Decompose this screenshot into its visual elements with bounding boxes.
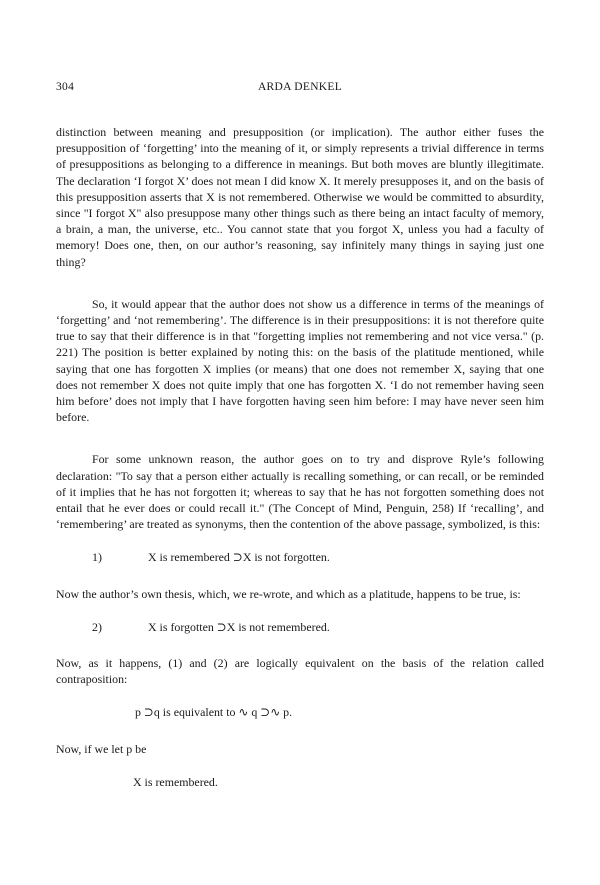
- paragraph-5: Now, as it happens, (1) and (2) are logically equivalent on the basis of the relation called contraposition:: [56, 656, 544, 687]
- formula-2-text: X is forgotten ⊃X is not remembered.: [148, 619, 330, 634]
- page-number: 304: [56, 81, 75, 93]
- paragraph-3: For some unknown reason, the author goes on to try and disprove Ryle’s following declaration: "To say that a person either actually is recalling something, or can recall, or be reminded of it implies that he has not forgotten it; whereas to say that he has not forgotten something does not entail that he ever does or could recall it." (The Concept of Mind, Penguin, 258) If ‘recalling’, and ‘remembering’ are treated as synonyms, then the contention of the above passage, symbolized, is this:: [56, 452, 544, 532]
- formula-contraposition: p ⊃q is equivalent to ∿ q ⊃∿ p.: [135, 705, 293, 720]
- formula-4: X is remembered.: [133, 774, 218, 789]
- page-body: [56, 124, 544, 790]
- running-head: ARDA DENKEL: [257, 81, 343, 93]
- formula-2-number: 2): [92, 619, 102, 634]
- formula-1: [56, 549, 544, 565]
- paragraph-2: So, it would appear that the author does not show us a difference in terms of the meanings of ‘forgetting’ and ‘not remembering’. The difference is in their presuppositions: it is not therefore quite true to say that their difference is in that "forgetting implies not remembering and not vice versa." (p. 221) The position is better explained by noting this: on the basis of the platitude mentioned, while saying that one has forgotten X implies (or means) that one does not remember X, saying that one does not remember X does not quite imply that one has forgotten X. ‘I do not remember having seen him before’ does not imply that I have forgotten having seen him before: I may have never seen him before.: [56, 296, 544, 425]
- page-header: [56, 81, 544, 97]
- formula-2: [56, 619, 544, 635]
- formula-1-number: 1): [92, 550, 102, 565]
- paragraph-1: distinction between meaning and presupposition (or implication). The author either fuses the presupposition of ‘forgetting’ into the meaning of it, or simply represents a trivial difference in terms of presuppositions as belonging to a difference in meanings. But both moves are bluntly illegitimate. The declaration ‘I forgot X’ does not mean I did know X. It merely presupposes it, and on the basis of this presupposition asserts that X is not remembered. Otherwise we would be committed to absurdity, since "I forgot X" also presuppose many other things such as there being an intact faculty of memory, a brain, a man, the universe, etc.. You cannot state that you forgot X, unless you had a faculty of memory! Does one, then, on our author’s reasoning, say infinitely many things in saying just one thing?: [56, 125, 544, 269]
- paragraph-4: Now the author’s own thesis, which, we re-wrote, and which as a platitude, happens to be true, is:: [56, 586, 521, 601]
- formula-1-text: X is remembered ⊃X is not forgotten.: [148, 550, 330, 565]
- paragraph-6: Now, if we let p be: [56, 741, 147, 756]
